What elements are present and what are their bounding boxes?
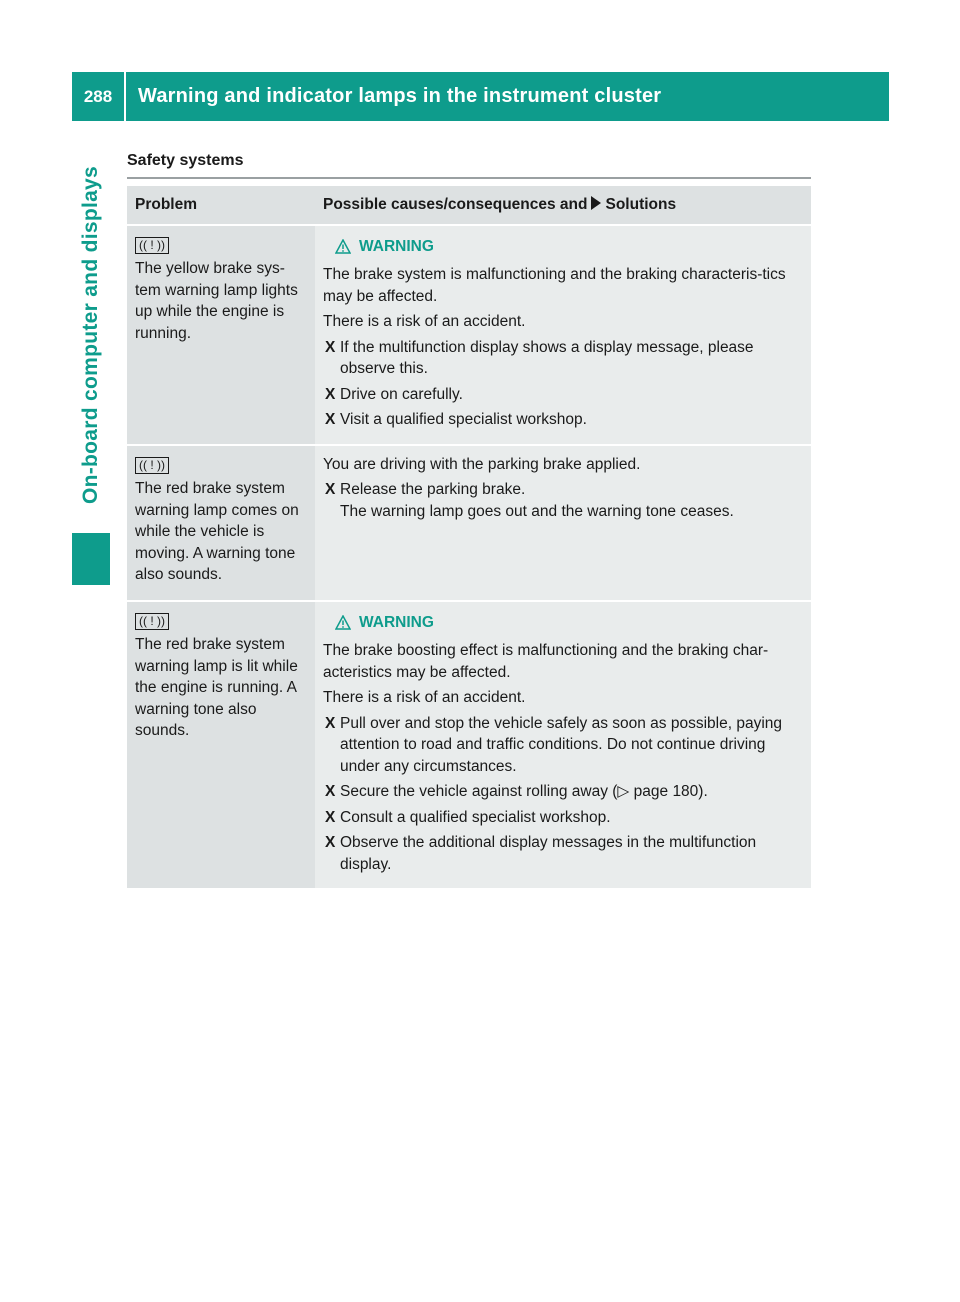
paragraph: You are driving with the parking brake applied. [323, 455, 641, 473]
side-tab [72, 140, 110, 585]
side-tab-marker [72, 533, 110, 585]
step-item: X Secure the vehicle against rolling away (▷ page 180). [323, 781, 803, 803]
problem-text: The yellow brake sys-tem warning lamp lights up while the engine is running. [135, 260, 298, 342]
step-item: X Consult a qualified specialist workshop. [323, 807, 803, 829]
header-solutions: Possible causes/consequences and Solutions [315, 186, 811, 225]
step-item: X Drive on carefully. [323, 384, 803, 406]
brake-warning-icon: (( ! )) [135, 237, 169, 254]
step-arrow-icon: X [325, 411, 336, 428]
table-row [127, 445, 811, 601]
paragraph: The brake boosting effect is malfunctioning and the braking char-acteristics may be affected. [323, 642, 769, 681]
problem-cell [127, 225, 315, 445]
step-arrow-icon: X [325, 783, 336, 800]
table-row [127, 225, 811, 445]
side-tab-label: On-board computer and displays [79, 165, 102, 505]
step-item: X Observe the additional display messages in the multifunction display. [325, 834, 757, 873]
arrow-right-icon [591, 196, 601, 210]
warning-triangle-icon [335, 615, 351, 630]
problem-cell [127, 445, 315, 601]
step-arrow-icon: X [325, 338, 336, 356]
warning-heading: WARNING [323, 612, 803, 634]
brake-warning-icon: (( ! )) [135, 457, 169, 474]
solution-cell [315, 225, 811, 445]
solution-cell [315, 445, 811, 601]
paragraph: There is a risk of an accident. [323, 313, 526, 330]
section-title: Safety systems [127, 152, 244, 169]
header-title: Warning and indicator lamps in the instrument cluster [138, 85, 662, 107]
paragraph: The brake system is malfunctioning and the braking characteris-tics may be affected. [323, 266, 786, 305]
step-item: X Pull over and stop the vehicle safely as soon as possible, paying attention to road and traffic conditions. Do not continue driving under any circumstances. [325, 714, 783, 775]
step-item: X Visit a qualified specialist workshop. [323, 409, 803, 431]
problems-table [127, 186, 811, 888]
step-arrow-icon: X [325, 385, 336, 403]
problem-text: The red brake system warning lamp is lit while the engine is running. A warning tone also sounds. [135, 636, 298, 739]
table-header-row [127, 186, 811, 225]
step-result: The warning lamp goes out and the warning tone ceases. [340, 502, 734, 520]
step-arrow-icon: X [325, 834, 336, 851]
warning-heading: WARNING [323, 236, 803, 258]
step-item: X If the multifunction display shows a display message, please observe this. [325, 338, 754, 377]
section-divider [127, 177, 811, 179]
page-number: 288 [72, 72, 126, 121]
solution-cell [315, 601, 811, 889]
step-arrow-icon: X [325, 714, 336, 732]
problem-cell [127, 601, 315, 889]
table-row [127, 601, 811, 889]
step-arrow-icon: X [325, 808, 336, 826]
brake-warning-icon: (( ! )) [135, 613, 169, 630]
paragraph: There is a risk of an accident. [323, 689, 526, 706]
header-problem: Problem [127, 186, 315, 225]
step-arrow-icon: X [325, 481, 336, 498]
page-header [72, 72, 889, 121]
step-item: X Release the parking brake. [323, 479, 803, 501]
problem-text: The red brake system warning lamp comes on while the vehicle is moving. A warning tone also sounds. [135, 480, 299, 583]
warning-triangle-icon [335, 239, 351, 254]
